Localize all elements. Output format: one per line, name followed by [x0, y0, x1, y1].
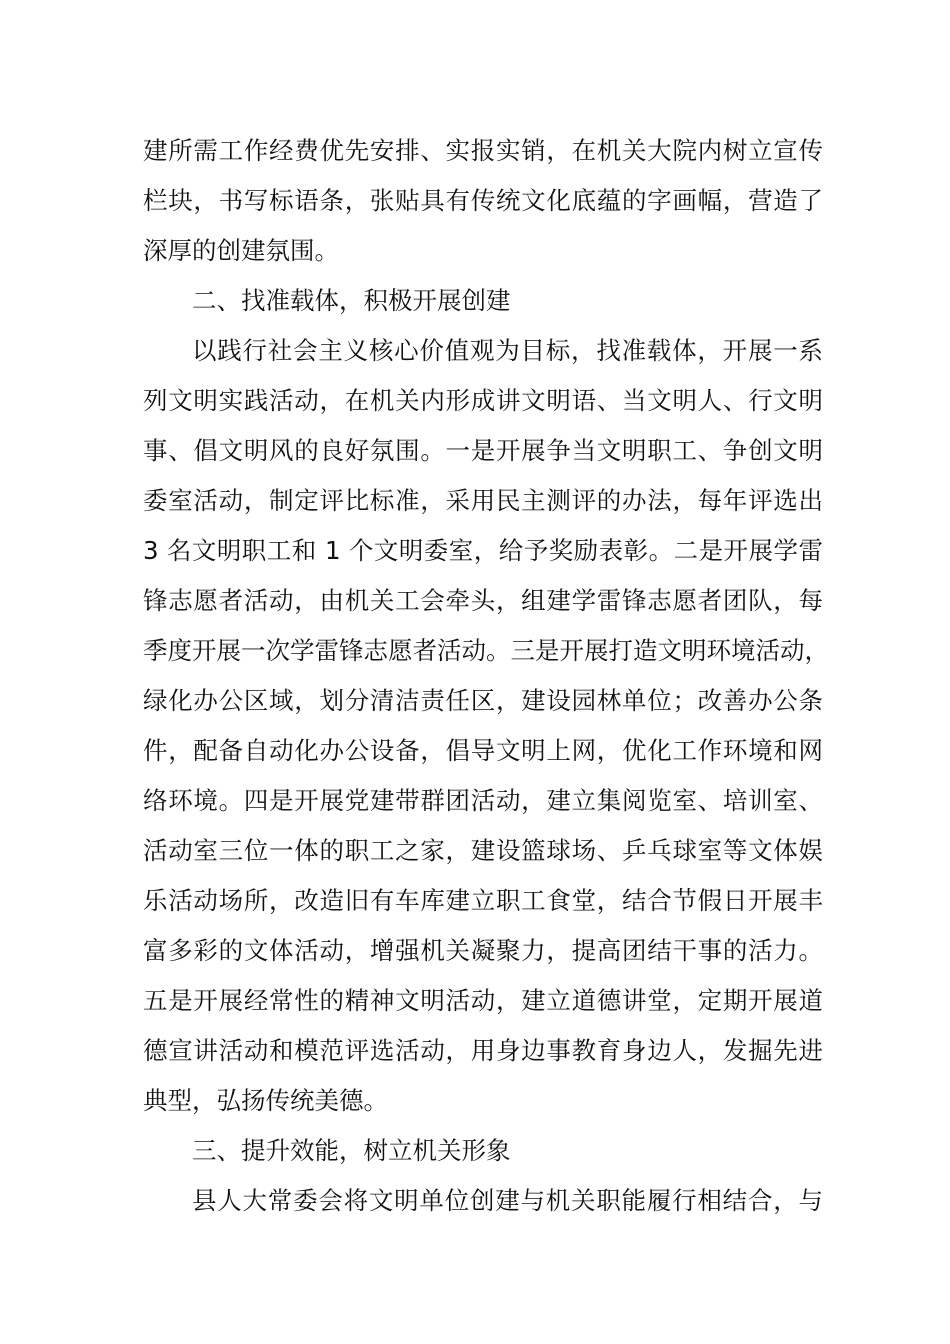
text-line: 乐活动场所，改造旧有车库建立职工食堂，结合节假日开展丰 — [143, 886, 823, 915]
text-line: 以践行社会主义核心价值观为目标，找准载体，开展一系 — [192, 336, 823, 365]
text-line: 络环境。四是开展党建带群团活动，建立集阅览室、培训室、 — [143, 786, 823, 815]
text-line: 活动室三位一体的职工之家，建设篮球场、乒乓球室等文体娱 — [143, 836, 823, 865]
text-line: 列文明实践活动，在机关内形成讲文明语、当文明人、行文明 — [143, 386, 823, 415]
text-line: 县人大常委会将文明单位创建与机关职能履行相结合，与 — [192, 1186, 823, 1215]
text-line: 锋志愿者活动，由机关工会牵头，组建学雷锋志愿者团队，每 — [143, 586, 823, 615]
text-line: 绿化办公区域，划分清洁责任区，建设园林单位；改善办公条 — [143, 686, 823, 715]
text-line: 五是开展经常性的精神文明活动，建立道德讲堂，定期开展道 — [143, 986, 823, 1015]
text-line: 事、倡文明风的良好氛围。一是开展争当文明职工、争创文明 — [143, 436, 823, 465]
section-heading: 二、找准载体，积极开展创建 — [192, 286, 511, 315]
text-line: 德宣讲活动和模范评选活动，用身边事教育身边人，发掘先进 — [143, 1036, 823, 1065]
section-heading: 三、提升效能，树立机关形象 — [192, 1136, 511, 1165]
text-line: 深厚的创建氛围。 — [143, 236, 339, 265]
document-body — [143, 126, 829, 1226]
text-line: 季度开展一次学雷锋志愿者活动。三是开展打造文明环境活动， — [143, 636, 829, 665]
text-line: 委室活动，制定评比标准，采用民主测评的办法，每年评选出 — [143, 486, 823, 515]
text-line: 建所需工作经费优先安排、实报实销，在机关大院内树立宣传 — [143, 136, 823, 165]
text-line: 典型，弘扬传统美德。 — [143, 1086, 388, 1115]
text-line: 3 名文明职工和 1 个文明委室，给予奖励表彰。二是开展学雷 — [143, 536, 823, 565]
text-line: 件，配备自动化办公设备，倡导文明上网，优化工作环境和网 — [143, 736, 823, 765]
text-line: 栏块，书写标语条，张贴具有传统文化底蕴的字画幅，营造了 — [143, 186, 823, 215]
text-line: 富多彩的文体活动，增强机关凝聚力，提高团结干事的活力。 — [143, 936, 823, 965]
